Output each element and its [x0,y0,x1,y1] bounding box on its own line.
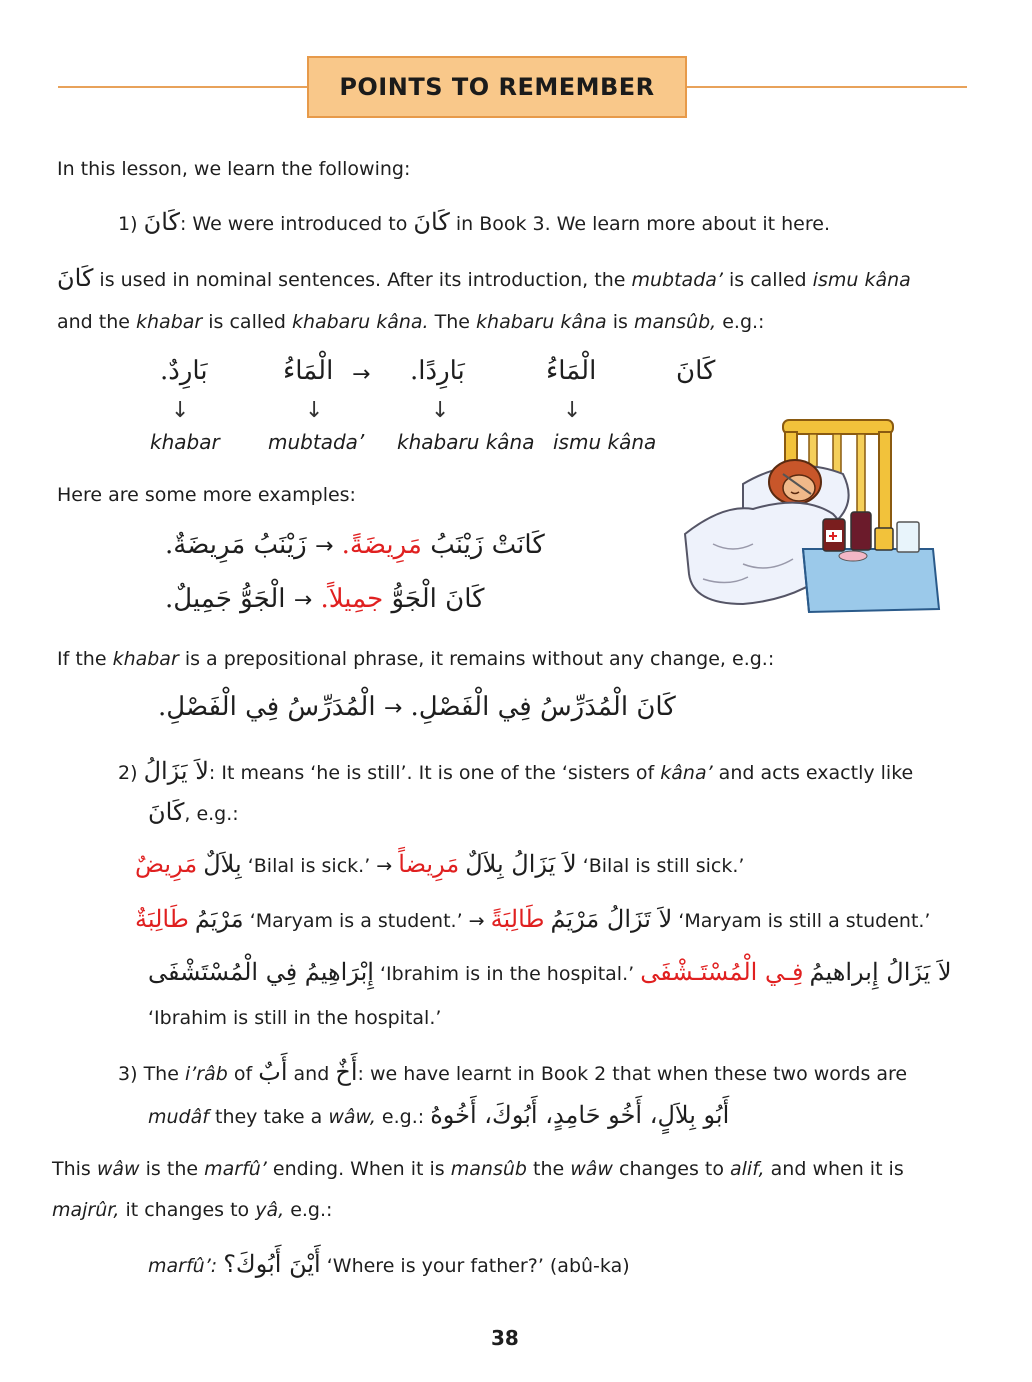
p2-text: If the [57,648,107,670]
sick-child-in-bed-icon [683,414,945,616]
term-khabar: khabar [136,311,203,333]
point-1-text-2: in Book 3. We learn more about it here. [455,213,830,235]
point-2-text: and acts exactly like [718,762,914,784]
page-number: 38 [491,1326,519,1350]
arabic-phrase: كَانَ الْجَوُّ [391,584,485,614]
arabic-result: الْجَوُّ جَمِيلٌ. [165,584,286,614]
arrow: → [376,855,393,877]
point-3-text: : we have learnt in Book 2 that when these two words are [357,1063,908,1085]
arrow: → [293,588,313,613]
point-1 [118,208,830,236]
down-arrow-icon: ↓ [431,398,450,423]
p3-text: changes to [619,1158,724,1180]
arabic-phrase: كَانَتْ زَيْنَبُ [430,530,545,560]
term-ya: yâ, [255,1199,285,1221]
arabic-phrase: إِبْرَاهِيمُ فِي الْمُسْتَشْفَى [148,958,374,986]
term-irab: i’râb [184,1063,228,1085]
point-number: 2) [118,762,138,784]
point-3-text: of [233,1063,253,1085]
diagram-word-5: كَانَ [676,356,716,386]
english-gloss: ‘Maryam is still a student.’ [678,910,931,932]
example-marfu [148,1250,630,1278]
term-mubtada: mubtada’ [631,269,723,291]
arrow: → [468,910,485,932]
p1-text: is called [208,311,286,333]
example-jaw [165,584,485,614]
point-number: 3) [118,1063,138,1085]
p3-text: This [52,1158,91,1180]
p1-text: and the [57,311,130,333]
diagram-word-3: بَارِدًا. [410,356,465,386]
p3-text: the [533,1158,565,1180]
example-maryam [135,905,930,933]
english-gloss: ‘Maryam is a student.’ [249,910,463,932]
term-mudaf: mudâf [148,1106,209,1128]
p1-text: is [612,311,628,333]
arabic-red: طَالِبَةً [490,905,545,933]
point-1-text: We were introduced to [192,213,408,235]
paragraph-1-line-1 [57,264,911,292]
p1-text: is called [729,269,807,291]
label-mubtada: mubtada’ [268,430,365,454]
arrow: → [314,534,334,559]
point-3-text: they take a [215,1106,323,1128]
example-bilal [135,850,744,878]
arabic-result: الْمُدَرِّسُ فِي الْفَصْلِ. [158,692,376,722]
arabic-phrase: لاَ يَزَالُ بِلاَلٌ [465,850,577,878]
point-3-text: The [143,1063,179,1085]
p2-text: is a prepositional phrase, it remains without any change, e.g.: [184,648,775,670]
arabic-red: طَالِبَةٌ [135,905,189,933]
paragraph-3-line-2 [52,1199,332,1221]
term-waw: wâw, [328,1106,376,1128]
p1-text: is used in nominal sentences. After its introduction, the [99,269,626,291]
kana-word: كَانَ [148,798,185,826]
term-marfu: marfû’ [204,1158,267,1180]
point-3 [118,1058,907,1086]
english-gloss: ‘Where is your father?’ (abû-ka) [326,1255,630,1277]
arabic-phrase: كَانَ الْمُدَرِّسُ فِي الْفَصْلِ. [410,692,676,722]
diagram-word-2: الْمَاءُ [283,356,334,386]
arabic-word: بِلاَلٌ [203,850,242,878]
header-rule-right [687,86,967,88]
english-gloss: ‘Ibrahim is in the hospital.’ [379,963,635,985]
term-marfu-label: marfû’: [148,1255,218,1277]
example-ibrahim [148,958,952,986]
term-khabaru-kana: khabaru kâna. [291,311,429,333]
term-khabar: khabar [112,648,179,670]
kana-word: كَانَ [413,208,450,236]
section-title-text: POINTS TO REMEMBER [339,73,655,101]
arabic-phrase: لاَ يَزَالُ إِبراهيمُ [809,958,952,986]
diagram-arrow: → [352,362,371,387]
intro-text: In this lesson, we learn the following: [57,158,411,180]
arabic-result: زَيْنَبُ مَرِيضَةٌ. [165,530,307,560]
term-majrur: majrûr, [52,1199,120,1221]
p3-text: is the [145,1158,199,1180]
arabic-examples: أَبُو بِلاَلٍ، أَخُو حَامِدٍ، أَبُوكَ، أَخُوهُ [430,1101,730,1129]
kana-word: كَانَ [57,264,94,292]
arabic-question: أَيْنَ أَبُوكَ؟ [223,1250,321,1278]
arabic-red: جمِيلاً. [320,584,384,614]
down-arrow-icon: ↓ [563,398,582,423]
colon: : [179,213,187,235]
paragraph-1-line-2 [57,311,764,333]
term-khabaru-kana: khabaru kâna [476,311,607,333]
arrow: → [383,696,403,721]
term-mansub: mansûb [450,1158,527,1180]
p3-text: ending. When it is [272,1158,445,1180]
p3-text: and when it is [770,1158,904,1180]
p3-text: e.g.: [290,1199,333,1221]
point-2-text: : It means ‘he is still’. It is one of the ‘sisters of [208,762,655,784]
section-title [307,56,687,118]
arabic-akh: أَخٌ [335,1058,358,1086]
point-number: 1) [118,213,138,235]
term-ismu-kana: ismu kâna [812,269,911,291]
point-2 [118,757,913,785]
point-2-text: , e.g.: [184,803,239,825]
arabic-red: مَرِيضاً [398,850,460,878]
point-2-line-2 [148,798,239,826]
english-gloss: ‘Bilal is sick.’ [247,855,371,877]
term-waw: wâw [570,1158,613,1180]
example-mudarris [158,692,676,722]
down-arrow-icon: ↓ [171,398,190,423]
p1-text: The [434,311,470,333]
p1-text: e.g.: [722,311,765,333]
point-3-text: e.g.: [381,1106,425,1128]
kana-word: كَانَ [143,208,180,236]
paragraph-2 [57,648,774,670]
label-ismu-kana: ismu kâna [553,430,657,454]
example-ibrahim-gloss: ‘Ibrahim is still in the hospital.’ [148,1007,442,1029]
term-mansub: mansûb, [633,311,717,333]
arabic-phrase: لاَ تَزَالُ مَرْيَمُ [550,905,673,933]
term-kana: kâna’ [660,762,713,784]
diagram-word-4: الْمَاءُ [546,356,597,386]
arabic-ab: أَبٌ [258,1058,288,1086]
p3-text: it changes to [125,1199,250,1221]
point-3-line-2 [148,1101,729,1129]
arabic-red: مَرِيضَةً. [341,530,422,560]
more-examples-heading: Here are some more examples: [57,484,356,506]
term-alif: alif, [730,1158,765,1180]
header-rule-left [58,86,307,88]
arabic-word: مَرْيَمُ [194,905,244,933]
arabic-red: فِـي الْمُسْتَـشْفَى [640,958,804,986]
paragraph-3-line-1 [52,1158,904,1180]
label-khabar: khabar [150,430,220,454]
la-yazal-word: لاَ يَزَالُ [143,757,209,785]
down-arrow-icon: ↓ [305,398,324,423]
term-waw: wâw [96,1158,140,1180]
english-gloss: ‘Bilal is still sick.’ [582,855,745,877]
point-3-text: and [293,1063,330,1085]
example-zaynab [165,530,545,560]
diagram-word-1: بَارِدٌ. [160,356,208,386]
arabic-red: مَرِيضٌ [135,850,198,878]
label-khabaru-kana: khabaru kâna [397,430,535,454]
